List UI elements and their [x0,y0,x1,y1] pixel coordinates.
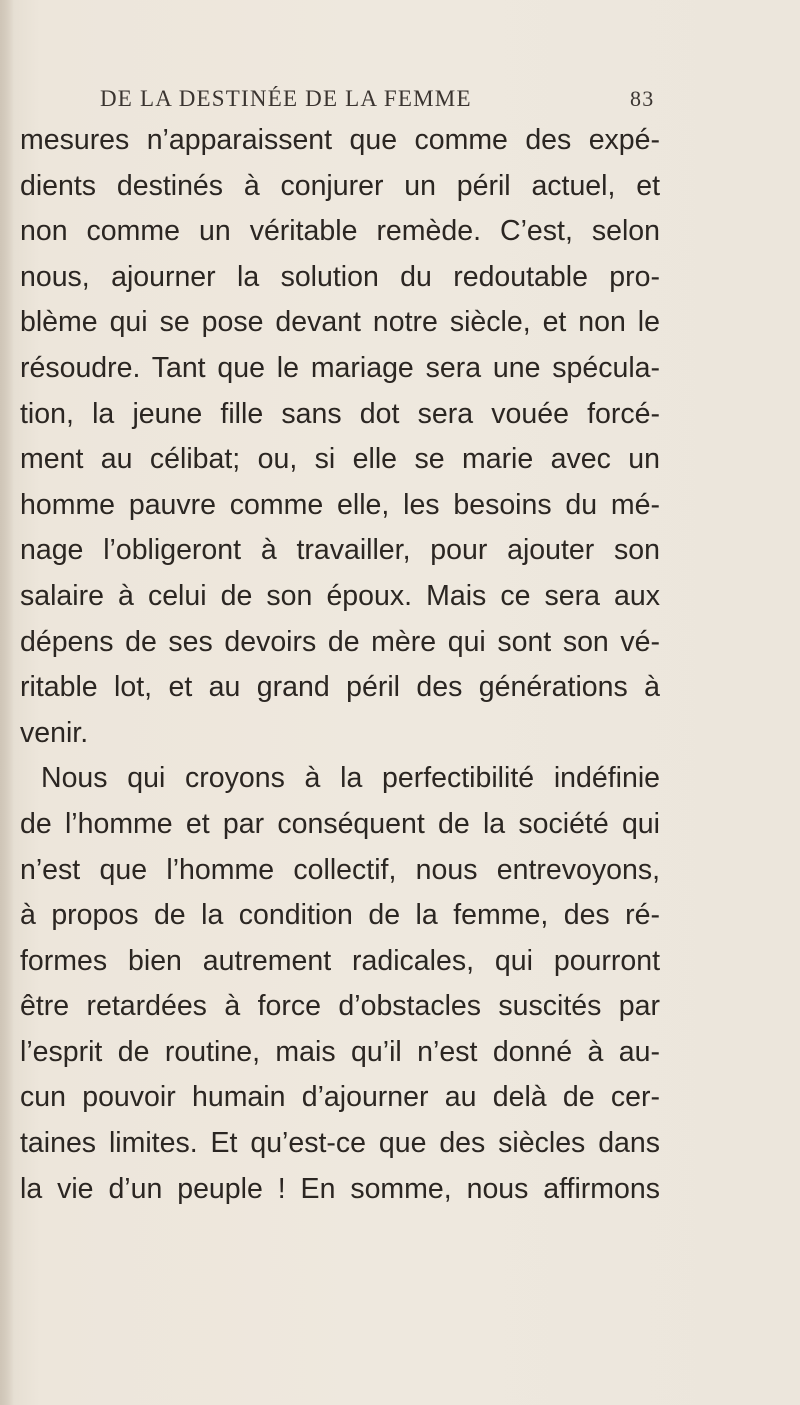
text-line: ritable lot, et au grand péril des générations à [20,671,660,704]
text-line: cun pouvoir humain d’ajourner au delà de cer- [20,1081,660,1114]
text-line: mesures n’apparaissent que comme des expé- [20,124,660,156]
page-number: 83 [630,86,655,111]
paragraph-end-line: venir. [20,716,89,749]
text-line: la vie d’un peuple ! En somme, nous affirmons [20,1172,660,1205]
text-line: non comme un véritable remède. C’est, selon [20,215,660,248]
body-text [20,118,660,1212]
paragraph-start-line: Nous qui croyons à la perfectibilité indéfinie [41,762,660,795]
text-line: dients destinés à conjurer un péril actuel, et [20,169,660,202]
text-line: nage l’obligeront à travailler, pour ajouter son [20,534,660,567]
text-line: n’est que l’homme collectif, nous entrevoyons, [20,853,660,886]
text-line: être retardées à force d’obstacles suscités par [20,990,660,1023]
text-line: salaire à celui de son époux. Mais ce sera aux [20,579,660,612]
text-line: taines limites. Et qu’est-ce que des siècles dans [20,1127,660,1160]
text-line: résoudre. Tant que le mariage sera une spécula- [20,351,660,384]
text-line: nous, ajourner la solution du redoutable pro- [20,260,660,293]
text-line: formes bien autrement radicales, qui pourront [20,944,660,977]
text-line: de l’homme et par conséquent de la société qui [20,807,660,840]
text-line: homme pauvre comme elle, les besoins du mé- [20,488,660,521]
text-line: dépens de ses devoirs de mère qui sont son vé- [20,625,660,658]
text-line: ment au célibat; ou, si elle se marie avec un [20,443,660,476]
running-head [100,86,660,116]
text-line: blème qui se pose devant notre siècle, et non le [20,306,660,339]
text-line: tion, la jeune fille sans dot sera vouée forcé- [20,397,660,430]
text-line: à propos de la condition de la femme, des ré- [20,899,660,932]
running-head-title: DE LA DESTINÉE DE LA FEMME [100,86,472,111]
gutter-shadow [0,0,14,1405]
text-line: l’esprit de routine, mais qu’il n’est donné à au- [20,1035,660,1068]
